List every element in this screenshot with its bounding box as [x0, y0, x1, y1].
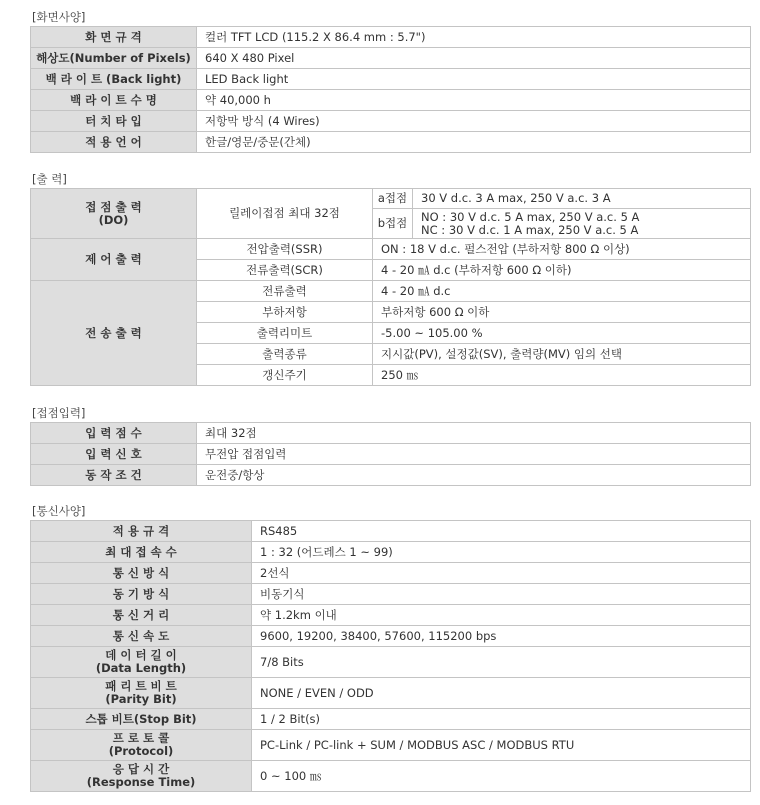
communication-spec-table — [30, 520, 751, 792]
table-row — [31, 678, 751, 709]
row-value: 저항막 방식 (4 Wires) — [197, 111, 751, 132]
transmit-sub-label: 전류출력 — [197, 281, 373, 302]
row-value: 약 40,000 h — [197, 90, 751, 111]
b-contact-label: b접점 — [373, 209, 413, 239]
table-row — [31, 444, 751, 465]
transmit-output-label: 전 송 출 력 — [31, 281, 197, 386]
do-label-line2: (DO) — [98, 212, 129, 227]
relay-contact-value: 릴레이접점 최대 32점 — [197, 189, 373, 239]
transmit-sub-label: 갱신주기 — [197, 365, 373, 386]
b-contact-nc: NC : 30 V d.c. 1 A max, 250 V a.c. 5 A — [421, 222, 639, 237]
row-value: 비동기식 — [252, 584, 751, 605]
transmit-value: 지시값(PV), 설정값(SV), 출력량(MV) 임의 선택 — [373, 344, 751, 365]
row-label: 해상도(Number of Pixels) — [31, 48, 197, 69]
row-value: 2선식 — [252, 563, 751, 584]
row-value: LED Back light — [197, 69, 751, 90]
section-title-contact-input: [접점입력] — [32, 406, 86, 420]
table-row — [31, 465, 751, 486]
row-value: 9600, 19200, 38400, 57600, 115200 bps — [252, 626, 751, 647]
control-sub-label: 전류출력(SCR) — [197, 260, 373, 281]
table-row — [31, 709, 751, 730]
row-label: 백 라 이 트 (Back light) — [31, 69, 197, 90]
row-value: 무전압 접점입력 — [197, 444, 751, 465]
b-contact-no: NO : 30 V d.c. 5 A max, 250 V a.c. 5 A — [421, 209, 640, 224]
table-row — [31, 132, 751, 153]
row-label-line2: (Parity Bit) — [105, 692, 177, 706]
table-row — [31, 90, 751, 111]
table-row — [31, 761, 751, 792]
control-value: 4 - 20 ㎃ d.c (부하저항 600 Ω 이하) — [373, 260, 751, 281]
table-row — [31, 521, 751, 542]
row-label-line1: 데 이 터 길 이 — [105, 648, 177, 662]
control-value: ON : 18 V d.c. 펄스전압 (부하저항 800 Ω 이상) — [373, 239, 751, 260]
row-value: 0 ~ 100 ㎳ — [252, 761, 751, 792]
row-label: 터 치 타 입 — [31, 111, 197, 132]
table-row — [31, 605, 751, 626]
row-value: NONE / EVEN / ODD — [252, 678, 751, 709]
table-row — [31, 27, 751, 48]
do-label-line1: 접 점 출 력 — [85, 199, 142, 214]
section-title-communication: [통신사양] — [32, 504, 86, 518]
section-title-output: [출 력] — [32, 172, 67, 186]
row-label: 동 기 방 식 — [31, 584, 252, 605]
row-label-line2: (Data Length) — [95, 661, 187, 675]
contact-input-table — [30, 422, 751, 486]
table-row — [31, 48, 751, 69]
row-value: 컬러 TFT LCD (115.2 X 86.4 mm : 5.7") — [197, 27, 751, 48]
output-spec-table — [30, 188, 751, 386]
row-label: 동 작 조 건 — [31, 465, 197, 486]
row-label: 통 신 거 리 — [31, 605, 252, 626]
table-row — [31, 111, 751, 132]
table-row — [31, 69, 751, 90]
table-row — [31, 281, 751, 302]
a-contact-label: a접점 — [373, 189, 413, 209]
row-label — [31, 647, 252, 678]
row-value: 약 1.2km 이내 — [252, 605, 751, 626]
row-label-line1: 프 로 토 콜 — [112, 731, 170, 745]
table-row — [31, 584, 751, 605]
row-value: 1 : 32 (어드레스 1 ~ 99) — [252, 542, 751, 563]
row-label — [31, 678, 252, 709]
a-contact-value: 30 V d.c. 3 A max, 250 V a.c. 3 A — [413, 189, 751, 209]
row-label: 화 면 규 격 — [31, 27, 197, 48]
transmit-sub-label: 출력리미트 — [197, 323, 373, 344]
transmit-value: 4 - 20 ㎃ d.c — [373, 281, 751, 302]
b-contact-value — [413, 209, 751, 239]
table-row — [31, 563, 751, 584]
row-label: 스톱 비트(Stop Bit) — [31, 709, 252, 730]
table-row — [31, 626, 751, 647]
row-label-line1: 패 리 트 비 트 — [105, 679, 177, 693]
transmit-value: 부하저항 600 Ω 이하 — [373, 302, 751, 323]
table-row — [31, 423, 751, 444]
row-label: 통 신 속 도 — [31, 626, 252, 647]
row-label-line2: (Protocol) — [108, 744, 174, 758]
row-value: 최대 32점 — [197, 423, 751, 444]
transmit-value: -5.00 ~ 105.00 % — [373, 323, 751, 344]
row-label-line1: 응 답 시 간 — [112, 762, 170, 776]
row-label: 입 력 신 호 — [31, 444, 197, 465]
row-value: 한글/영문/중문(간체) — [197, 132, 751, 153]
row-label — [31, 761, 252, 792]
transmit-sub-label: 부하저항 — [197, 302, 373, 323]
row-value: 운전중/항상 — [197, 465, 751, 486]
table-row — [31, 239, 751, 260]
row-label: 백 라 이 트 수 명 — [31, 90, 197, 111]
control-sub-label: 전압출력(SSR) — [197, 239, 373, 260]
transmit-sub-label: 출력종류 — [197, 344, 373, 365]
row-value: 1 / 2 Bit(s) — [252, 709, 751, 730]
row-value: PC-Link / PC-link + SUM / MODBUS ASC / MODBUS RTU — [252, 730, 751, 761]
row-label: 적 용 언 어 — [31, 132, 197, 153]
row-value: RS485 — [252, 521, 751, 542]
row-value: 7/8 Bits — [252, 647, 751, 678]
table-row — [31, 730, 751, 761]
table-row — [31, 647, 751, 678]
row-label: 통 신 방 식 — [31, 563, 252, 584]
control-output-label: 제 어 출 력 — [31, 239, 197, 281]
row-label — [31, 730, 252, 761]
row-label: 최 대 접 속 수 — [31, 542, 252, 563]
table-row — [31, 542, 751, 563]
table-row — [31, 189, 751, 209]
row-label: 적 용 규 격 — [31, 521, 252, 542]
do-label — [31, 189, 197, 239]
transmit-value: 250 ㎳ — [373, 365, 751, 386]
section-title-display: [화면사양] — [32, 10, 86, 24]
row-label: 입 력 점 수 — [31, 423, 197, 444]
row-label-line2: (Response Time) — [86, 775, 196, 789]
row-value: 640 X 480 Pixel — [197, 48, 751, 69]
display-spec-table — [30, 26, 751, 153]
